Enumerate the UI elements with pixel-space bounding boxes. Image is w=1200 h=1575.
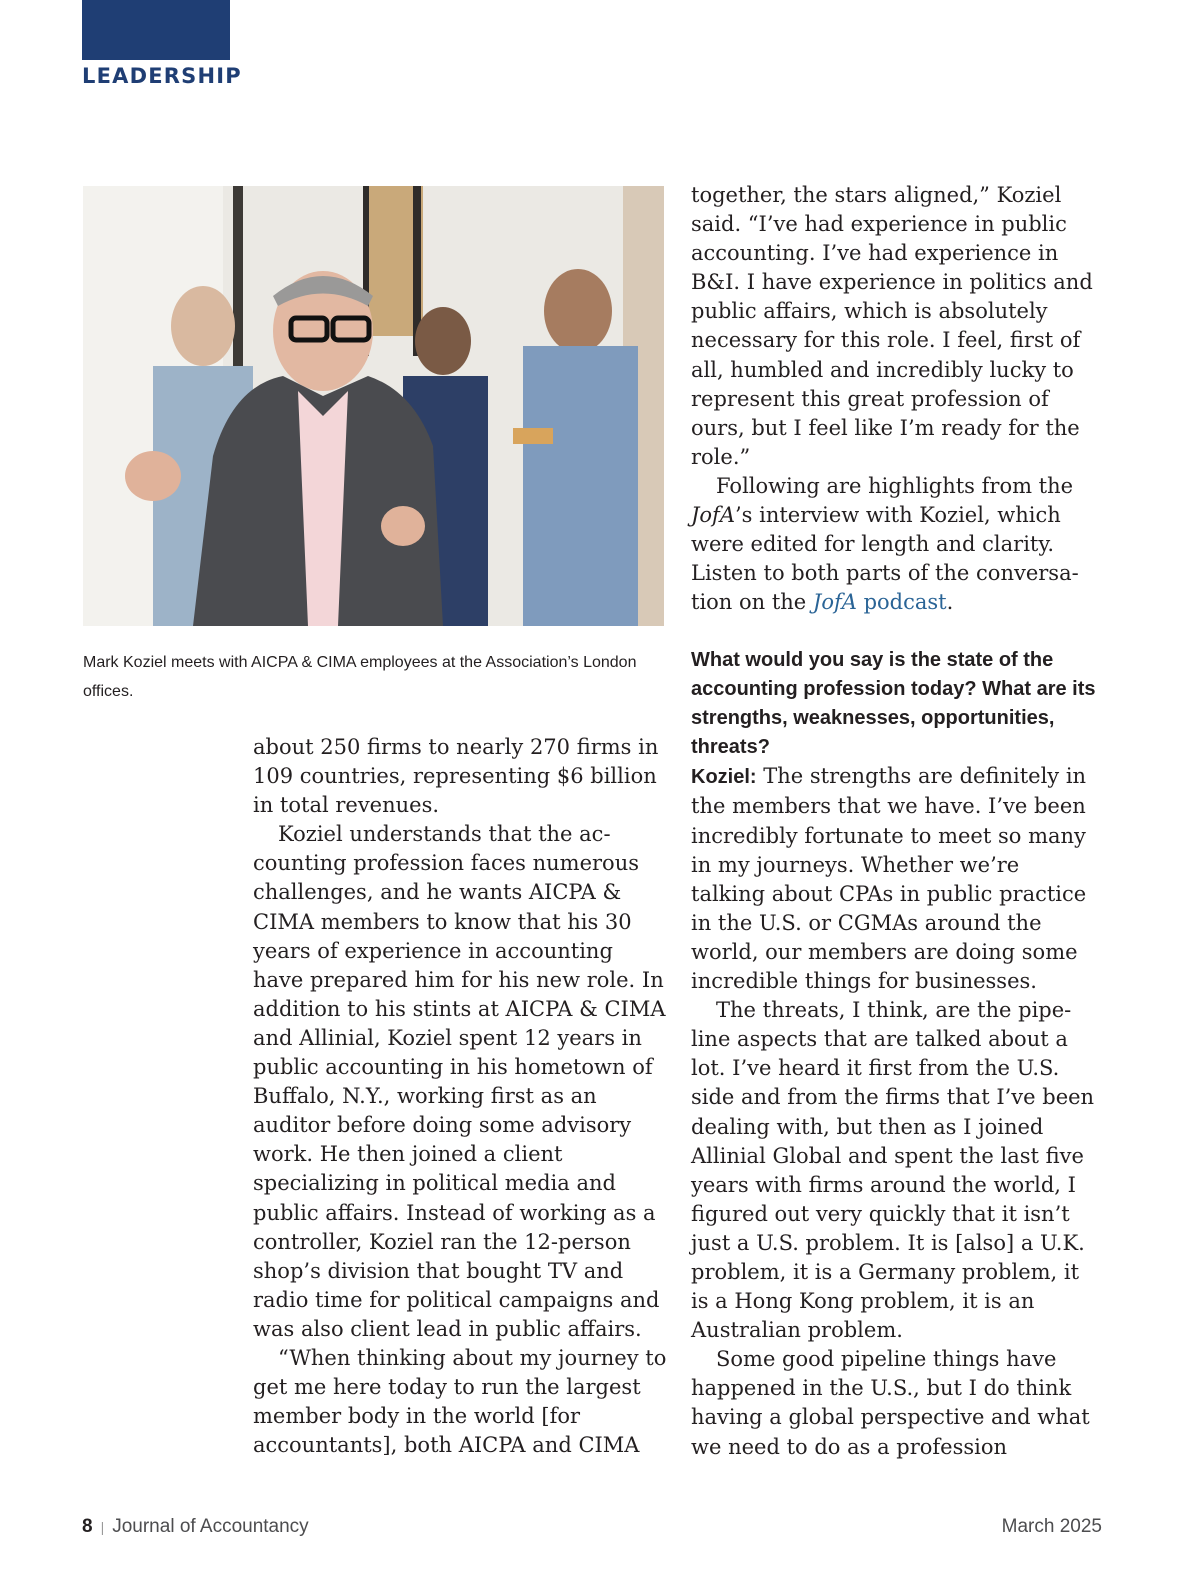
interview-question: What would you say is the state of the accounting profession today? What are its strengths, weaknesses, opportunities, threats? [691, 649, 1096, 759]
paragraph-text: Following are highlights from the [716, 473, 1074, 498]
interview-answer: Some good pipeline things have happened in the U.S., but I do think having a global perspective and what we need to do as a profession [691, 1347, 1090, 1459]
interview-answer [691, 762, 1096, 996]
page-number: 8 [82, 1516, 93, 1537]
publication-name: Journal of Accountancy [112, 1516, 309, 1537]
article-column-left [253, 733, 667, 1460]
article-column-right-top [691, 181, 1096, 617]
podcast-link-italic: JofA [812, 590, 857, 615]
article-paragraph: Koziel understands that the accounting profession faces numerous challenges, and he wants AICPA & CIMA members to know that his 30 years of experience in accounting have prepared him for his new role. In addition to his stints at AICPA & CIMA and Allinial, Koziel spent 12 years in public accounting in his hometown of Buffalo, N.Y., working first as an auditor before doing some advisory work. He then joined a client specializing in political media and public affairs. Instead of working as a controller, Koziel ran the 12-person shop’s division that bought TV and radio time for political campaigns and was also client lead in public affairs. [253, 822, 666, 1341]
section-label: LEADERSHIP [82, 64, 242, 88]
article-photo [83, 186, 664, 626]
article-paragraph: about 250 firms to nearly 270 firms in 109 countries, representing $6 billion in total revenues. [253, 735, 659, 818]
footer-separator: | [100, 1519, 105, 1535]
photo-caption: Mark Koziel meets with AICPA & CIMA employees at the Association’s London offices. [83, 654, 637, 700]
speaker-label: Koziel: [691, 766, 757, 789]
publication-name-italic: JofA [691, 503, 735, 528]
paragraph-text: ’s interview with Koziel, which were edited for length and clarity. Listen to both parts of the conversation on the [691, 503, 1079, 615]
podcast-link[interactable] [813, 590, 947, 614]
article-paragraph: together, the stars aligned,” Koziel said. “I’ve had experience in public accounting. I’ve had experience in B&I. I have experience in politics and public affairs, which is absolutely necessary for this role. I feel, first of all, humbled and incredibly lucky to represent this great profession of ours, but I feel like I’m ready for the role.” [691, 183, 1093, 469]
article-column-right-bottom [691, 646, 1096, 1462]
paragraph-text: . [946, 590, 954, 615]
section-color-bar [82, 0, 230, 60]
article-paragraph: “When thinking about my journey to get me here today to run the largest member body in the world [for accountants], both AICPA and CIMA [253, 1345, 667, 1458]
page-footer [82, 1516, 1102, 1546]
interview-answer: The threats, I think, are the pipeline aspects that are talked about a lot. I’ve heard it first from the U.S. side and from the firms that I’ve been dealing with, but then as I joined Allinial Global and spent the last five years with firms around the world, I figured out very quickly that it isn’t just a U.S. problem. It is [also] a U.K. problem, it is a Germany problem, it is a Hong Kong problem, it is an Australian problem. [691, 998, 1095, 1343]
issue-date: March 2025 [1001, 1516, 1102, 1537]
article-paragraph [691, 472, 1096, 617]
podcast-link-text: podcast [856, 590, 947, 615]
answer-text: The strengths are definitely in the members that we have. I’ve been incredibly fortunate to meet so many in my journeys. Whether we’re talking about CPAs in public practice in the U.S. or CGMAs around the world, our members are doing some incredible things for businesses. [691, 764, 1087, 994]
